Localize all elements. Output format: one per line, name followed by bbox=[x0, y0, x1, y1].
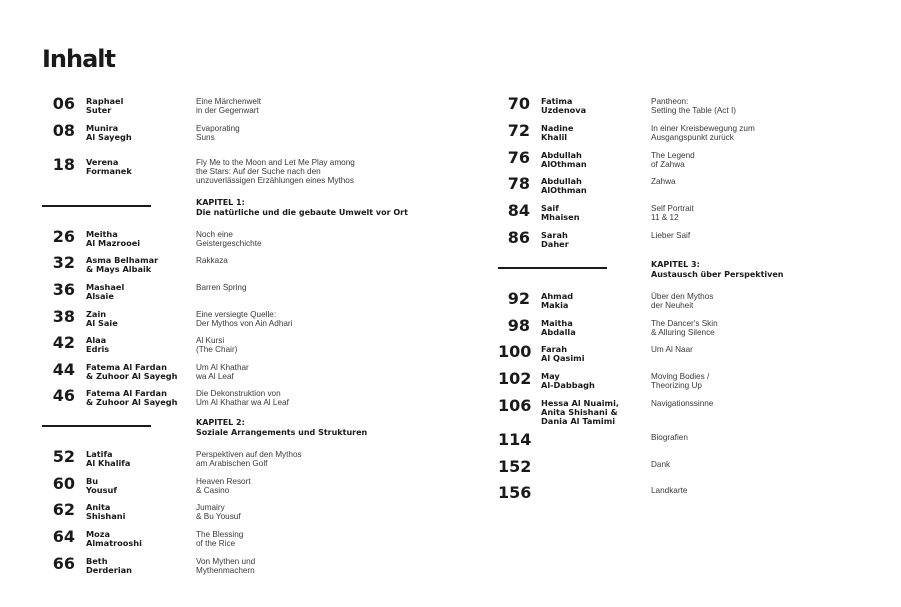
page-number: 60 bbox=[52, 474, 75, 493]
text-line: Abdullah bbox=[541, 176, 582, 186]
contributor-name bbox=[86, 503, 125, 521]
text-line: & Casino bbox=[196, 486, 230, 495]
toc-entry[interactable] bbox=[498, 291, 878, 321]
entry-title bbox=[651, 231, 690, 240]
entry-title bbox=[651, 319, 718, 337]
text-line: Yousuf bbox=[86, 485, 117, 495]
contributor-name bbox=[86, 230, 140, 248]
text-line: Maitha bbox=[541, 318, 573, 328]
text-line: & Mays Albaik bbox=[86, 264, 152, 274]
text-line: Pantheon: bbox=[651, 97, 689, 106]
text-line: AlOthman bbox=[541, 185, 587, 195]
text-line: 11 & 12 bbox=[651, 213, 679, 222]
entry-title bbox=[651, 292, 713, 310]
text-line: Raphael bbox=[86, 96, 124, 106]
entry-title bbox=[651, 124, 755, 142]
page-number: 66 bbox=[52, 554, 75, 573]
text-line: Lieber Saif bbox=[651, 231, 691, 240]
text-line: The Blessing bbox=[196, 530, 244, 539]
contributor-name bbox=[86, 256, 158, 274]
page-number: 76 bbox=[507, 148, 530, 167]
entry-title bbox=[196, 256, 228, 265]
text-line: Zain bbox=[86, 309, 107, 319]
entry-title bbox=[196, 477, 251, 495]
page-number: 100 bbox=[498, 342, 532, 361]
chapter-heading bbox=[196, 198, 408, 218]
text-line: Fatema Al Fardan bbox=[86, 388, 167, 398]
text-line: Abdullah bbox=[541, 150, 582, 160]
chapter-heading bbox=[651, 260, 784, 280]
text-line: Farah bbox=[541, 344, 568, 354]
toc-entry[interactable] bbox=[42, 529, 422, 559]
page-number: 92 bbox=[507, 289, 530, 308]
toc-entry[interactable] bbox=[42, 255, 422, 285]
entry-title bbox=[196, 503, 241, 521]
entry-title bbox=[651, 486, 687, 495]
entry-title bbox=[196, 450, 302, 468]
contributor-name bbox=[86, 389, 177, 407]
entry-title bbox=[651, 345, 693, 354]
page-number: 62 bbox=[52, 500, 75, 519]
text-line: Al Sayegh bbox=[86, 132, 132, 142]
contributor-name bbox=[86, 283, 124, 301]
text-line: Munira bbox=[86, 123, 119, 133]
text-line: Al Saie bbox=[86, 318, 118, 328]
text-line: Fatima bbox=[541, 96, 573, 106]
text-line: Asma Belhamar bbox=[86, 255, 159, 265]
entry-title bbox=[196, 389, 289, 407]
text-line: der Neuheit bbox=[651, 301, 694, 310]
toc-entry[interactable] bbox=[42, 449, 422, 479]
text-line: Almatrooshi bbox=[86, 538, 142, 548]
text-line: am Arabischen Golf bbox=[196, 459, 268, 468]
text-line: Sarah bbox=[541, 230, 568, 240]
text-line: Meitha bbox=[86, 229, 118, 239]
page-number: 106 bbox=[498, 396, 532, 415]
text-line: & Zuhoor Al Sayegh bbox=[86, 397, 178, 407]
contributor-name bbox=[86, 124, 132, 142]
text-line: Die Dekonstruktion von bbox=[196, 389, 281, 398]
text-line: KAPITEL 1: bbox=[196, 198, 245, 207]
text-line: Über den Mythos bbox=[651, 292, 714, 301]
text-line: Makia bbox=[541, 300, 569, 310]
text-line: Suter bbox=[86, 105, 112, 115]
entry-title bbox=[196, 310, 292, 328]
chapter-divider bbox=[498, 267, 607, 269]
text-line: the Stars: Auf der Suche nach den bbox=[196, 167, 321, 176]
toc-entry[interactable] bbox=[42, 282, 422, 312]
entry-title bbox=[651, 433, 688, 442]
page-number: 102 bbox=[498, 369, 532, 388]
page-number: 52 bbox=[52, 447, 75, 466]
contributor-name bbox=[86, 477, 117, 495]
text-line: Alsaie bbox=[86, 291, 114, 301]
text-line: Beth bbox=[86, 556, 108, 566]
text-line: Al Khalifa bbox=[86, 458, 131, 468]
text-line: Um Al Khathar bbox=[196, 363, 249, 372]
toc-entry[interactable] bbox=[42, 502, 422, 532]
page-number: 114 bbox=[498, 430, 532, 449]
page-number: 152 bbox=[498, 457, 532, 476]
text-line: Bu bbox=[86, 476, 99, 486]
text-line: Moza bbox=[86, 529, 111, 539]
entry-title bbox=[651, 151, 695, 169]
toc-entry[interactable] bbox=[42, 157, 422, 187]
chapter-heading bbox=[196, 418, 367, 438]
text-line: Al Kursi bbox=[196, 336, 225, 345]
text-line: Geistergeschichte bbox=[196, 239, 262, 248]
toc-entry[interactable] bbox=[42, 556, 422, 586]
text-line: Evaporating bbox=[196, 124, 240, 133]
text-line: May bbox=[541, 371, 560, 381]
text-line: Navigationssinne bbox=[651, 399, 714, 408]
entry-title bbox=[196, 557, 255, 575]
page-number: 46 bbox=[52, 386, 75, 405]
page-number: 44 bbox=[52, 360, 75, 379]
text-line: Theorizing Up bbox=[651, 381, 702, 390]
contributor-name bbox=[541, 151, 587, 169]
toc-entry[interactable] bbox=[498, 230, 878, 260]
entry-title bbox=[651, 177, 676, 186]
text-line: Eine versiegte Quelle: bbox=[196, 310, 277, 319]
contributor-name bbox=[541, 97, 586, 115]
text-line: Heaven Resort bbox=[196, 477, 251, 486]
text-line: Dank bbox=[651, 460, 671, 469]
text-line: Moving Bodies / bbox=[651, 372, 710, 381]
contributor-name bbox=[86, 97, 123, 115]
text-line: Anita Shishani & bbox=[541, 407, 618, 417]
entry-title bbox=[651, 204, 694, 222]
text-line: Anita bbox=[86, 502, 111, 512]
text-line: Rakkaza bbox=[196, 256, 228, 265]
contributor-name bbox=[541, 399, 619, 426]
entry-title bbox=[651, 97, 736, 115]
page-number: 26 bbox=[52, 227, 75, 246]
text-line: Al-Dabbagh bbox=[541, 380, 595, 390]
entry-title bbox=[196, 230, 262, 248]
text-line: Mashael bbox=[86, 282, 125, 292]
entry-title bbox=[196, 336, 237, 354]
toc-entry[interactable] bbox=[42, 123, 422, 153]
page-number: 84 bbox=[507, 201, 530, 220]
text-line: Abdalla bbox=[541, 327, 576, 337]
text-line: unzuverlässigen Erzählungen eines Mythos bbox=[196, 176, 354, 185]
entry-title bbox=[196, 530, 243, 548]
text-line: The Dancer's Skin bbox=[651, 319, 718, 328]
contributor-name bbox=[541, 231, 569, 249]
text-line: Edris bbox=[86, 344, 110, 354]
text-line: Saif bbox=[541, 203, 559, 213]
text-line: Perspektiven auf den Mythos bbox=[196, 450, 302, 459]
text-line: of the Rice bbox=[196, 539, 236, 548]
text-line: wa Al Leaf bbox=[196, 372, 234, 381]
text-line: Austausch über Perspektiven bbox=[651, 270, 784, 279]
contributor-name bbox=[86, 530, 142, 548]
contributor-name bbox=[541, 319, 576, 337]
text-line: Ahmad bbox=[541, 291, 574, 301]
toc-entry[interactable] bbox=[498, 344, 878, 374]
toc-entry[interactable] bbox=[498, 96, 878, 126]
entry-title bbox=[196, 283, 247, 292]
entry-title bbox=[196, 124, 240, 142]
text-line: in der Gegenwart bbox=[196, 106, 259, 115]
contributor-name bbox=[86, 336, 109, 354]
text-line: & Bu Yousuf bbox=[196, 512, 241, 521]
page-number: 98 bbox=[507, 316, 530, 335]
contributor-name bbox=[541, 124, 573, 142]
chapter-divider bbox=[42, 205, 151, 207]
toc-entry[interactable] bbox=[498, 123, 878, 153]
text-line: Latifa bbox=[86, 449, 113, 459]
text-line: Die natürliche und die gebaute Umwelt vor Ort bbox=[196, 208, 408, 217]
text-line: Von Mythen und bbox=[196, 557, 256, 566]
text-line: & Zuhoor Al Sayegh bbox=[86, 371, 178, 381]
page-number: 08 bbox=[52, 121, 75, 140]
text-line: Al Mazrooei bbox=[86, 238, 141, 248]
toc-entry[interactable] bbox=[42, 335, 422, 365]
text-line: Suns bbox=[196, 133, 215, 142]
text-line: Mythenmachern bbox=[196, 566, 255, 575]
text-line: Biografien bbox=[651, 433, 688, 442]
page-number: 06 bbox=[52, 94, 75, 113]
text-line: Jumairy bbox=[196, 503, 225, 512]
page-number: 64 bbox=[52, 527, 75, 546]
text-line: Dania Al Tamimi bbox=[541, 416, 616, 426]
entry-title bbox=[651, 460, 670, 469]
contributor-name bbox=[86, 450, 130, 468]
text-line: Self Portrait bbox=[651, 204, 694, 213]
text-line: Al Qasimi bbox=[541, 353, 585, 363]
contributor-name bbox=[541, 204, 580, 222]
toc-entry[interactable] bbox=[498, 398, 878, 428]
page-number: 32 bbox=[52, 253, 75, 272]
text-line: Derderian bbox=[86, 565, 132, 575]
text-line: Zahwa bbox=[651, 177, 676, 186]
text-line: The Legend bbox=[651, 151, 695, 160]
contributor-name bbox=[86, 363, 177, 381]
toc-entry[interactable] bbox=[498, 176, 878, 206]
page-title: Inhalt bbox=[42, 45, 115, 73]
toc-entry[interactable] bbox=[42, 96, 422, 126]
entry-title bbox=[196, 97, 261, 115]
page-number: 86 bbox=[507, 228, 530, 247]
text-line: Verena bbox=[86, 157, 119, 167]
text-line: Um Al Naar bbox=[651, 345, 693, 354]
text-line: (The Chair) bbox=[196, 345, 238, 354]
text-line: KAPITEL 2: bbox=[196, 418, 245, 427]
text-line: Eine Märchenwelt bbox=[196, 97, 262, 106]
entry-title bbox=[196, 363, 249, 381]
text-line: Um Al Khathar wa Al Leaf bbox=[196, 398, 289, 407]
contributor-name bbox=[541, 292, 573, 310]
text-line: Noch eine bbox=[196, 230, 233, 239]
entry-title bbox=[651, 399, 713, 408]
toc-entry[interactable] bbox=[498, 432, 878, 462]
text-line: AlOthman bbox=[541, 159, 587, 169]
text-line: Fly Me to the Moon and Let Me Play among bbox=[196, 158, 355, 167]
text-line: Shishani bbox=[86, 511, 126, 521]
contributor-name bbox=[541, 345, 585, 363]
page-number: 78 bbox=[507, 174, 530, 193]
contributor-name bbox=[86, 158, 132, 176]
toc-entry[interactable] bbox=[498, 371, 878, 401]
toc-entry[interactable] bbox=[42, 388, 422, 418]
page-number: 72 bbox=[507, 121, 530, 140]
text-line: KAPITEL 3: bbox=[651, 260, 700, 269]
contributor-name bbox=[86, 557, 132, 575]
page-number: 156 bbox=[498, 483, 532, 502]
page-number: 70 bbox=[507, 94, 530, 113]
page-number: 36 bbox=[52, 280, 75, 299]
text-line: of Zahwa bbox=[651, 160, 685, 169]
contributor-name bbox=[541, 177, 587, 195]
chapter-divider bbox=[42, 425, 151, 427]
text-line: Setting the Table (Act I) bbox=[651, 106, 736, 115]
entry-title bbox=[196, 158, 355, 185]
page-number: 42 bbox=[52, 333, 75, 352]
text-line: Ausgangspunkt zurück bbox=[651, 133, 734, 142]
page-number: 38 bbox=[52, 307, 75, 326]
text-line: Der Mythos von Ain Adhari bbox=[196, 319, 293, 328]
text-line: Formanek bbox=[86, 166, 132, 176]
text-line: Barren Spring bbox=[196, 283, 247, 292]
text-line: Nadine bbox=[541, 123, 574, 133]
contributor-name bbox=[86, 310, 118, 328]
text-line: Soziale Arrangements und Strukturen bbox=[196, 428, 368, 437]
toc-entry[interactable] bbox=[498, 203, 878, 233]
text-line: Alaa bbox=[86, 335, 107, 345]
contributor-name bbox=[541, 372, 595, 390]
text-line: Uzdenova bbox=[541, 105, 587, 115]
text-line: Hessa Al Nuaimi, bbox=[541, 398, 619, 408]
entry-title bbox=[651, 372, 709, 390]
text-line: Mhaisen bbox=[541, 212, 580, 222]
text-line: Fatema Al Fardan bbox=[86, 362, 167, 372]
text-line: Landkarte bbox=[651, 486, 688, 495]
text-line: Daher bbox=[541, 239, 569, 249]
page-number: 18 bbox=[52, 155, 75, 174]
text-line: Khalil bbox=[541, 132, 568, 142]
toc-entry[interactable] bbox=[498, 485, 878, 515]
text-line: In einer Kreisbewegung zum bbox=[651, 124, 755, 133]
text-line: & Alluring Silence bbox=[651, 328, 715, 337]
